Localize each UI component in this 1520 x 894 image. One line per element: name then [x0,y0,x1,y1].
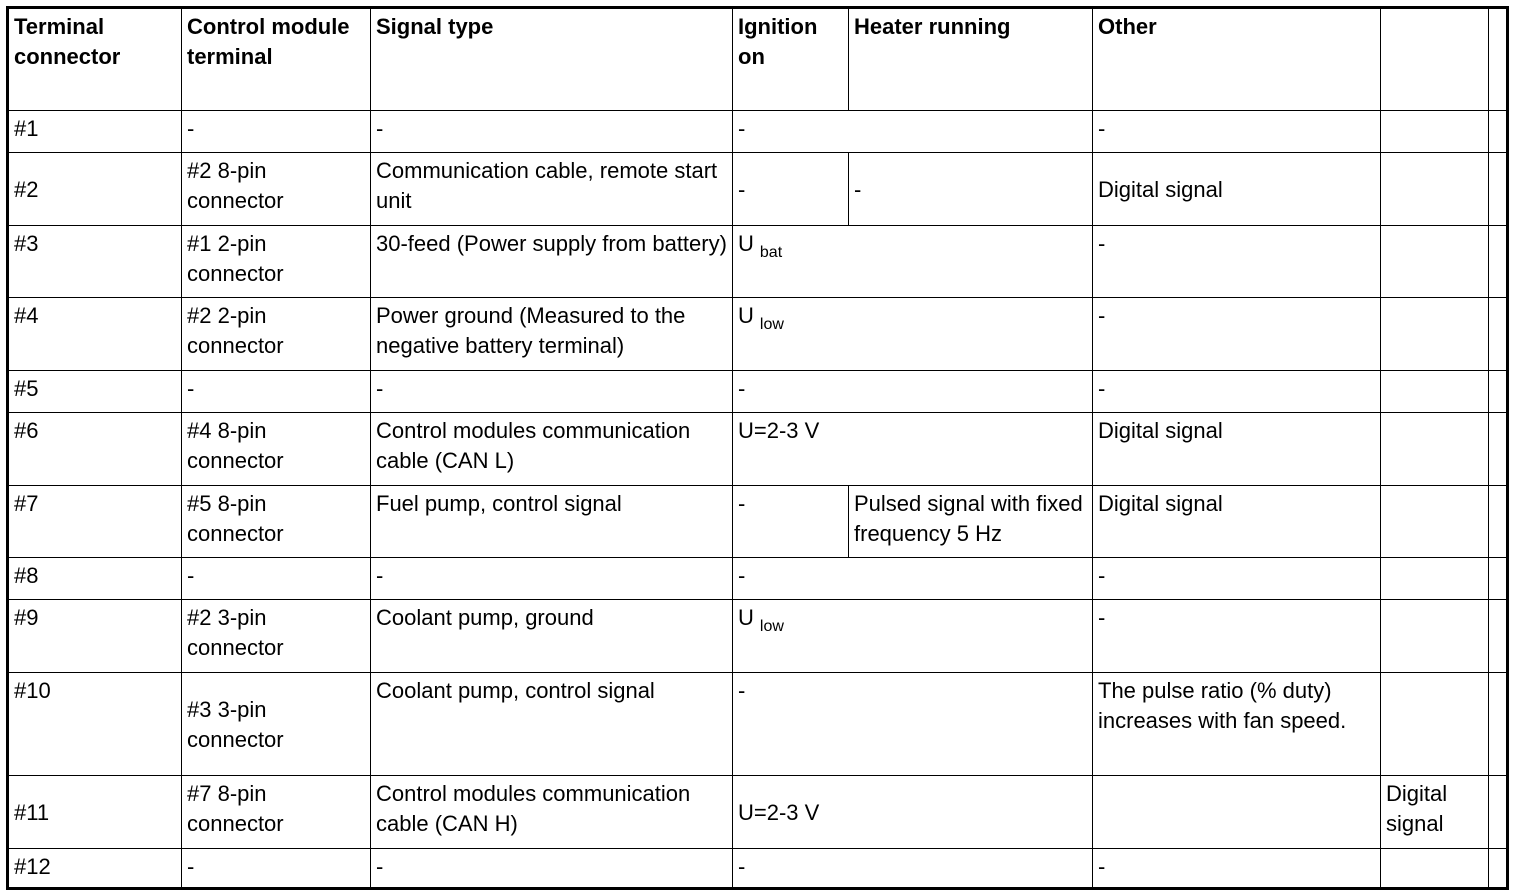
cell-edge-blank [1489,371,1508,413]
table-row [8,600,1508,673]
header-blank [1381,8,1489,111]
cell-other: Digital signal [1093,413,1381,486]
cell-signal: Fuel pump, control signal [371,486,733,558]
cell-heater: Pulsed signal with fixed frequency 5 Hz [849,486,1093,558]
cell-module: #2 3-pin connector [182,600,371,673]
header-other: Other [1093,8,1381,111]
cell-terminal: #8 [8,558,182,600]
cell-edge-blank [1489,413,1508,486]
cell-edge-blank [1489,486,1508,558]
cell-blank [1381,371,1489,413]
cell-other: - [1093,371,1381,413]
cell-edge-blank [1489,849,1508,889]
cell-signal: Power ground (Measured to the negative battery terminal) [371,298,733,371]
cell-signal: Control modules communication cable (CAN L) [371,413,733,486]
cell-ignition-heater: - [733,558,1093,600]
voltage-symbol: U [738,231,754,256]
cell-module: - [182,371,371,413]
voltage-subscript: low [759,618,784,635]
header-row [8,8,1508,111]
cell-edge-blank [1489,558,1508,600]
cell-blank [1381,558,1489,600]
cell-module: - [182,849,371,889]
header-heater-running: Heater running [849,8,1093,111]
table-row [8,111,1508,153]
cell-other: The pulse ratio (% duty) increases with fan speed. [1093,673,1381,776]
cell-edge-blank [1489,298,1508,371]
cell-blank [1381,600,1489,673]
cell-extra: Digital signal [1381,776,1489,849]
cell-terminal: #7 [8,486,182,558]
cell-terminal: #2 [8,153,182,226]
cell-module: #3 3-pin connector [182,673,371,776]
header-signal-type: Signal type [371,8,733,111]
cell-blank [1381,153,1489,226]
cell-ignition: - [733,486,849,558]
table-row [8,226,1508,298]
cell-signal: Coolant pump, control signal [371,673,733,776]
header-edge-blank [1489,8,1508,111]
header-ignition-on: Ignition on [733,8,849,111]
cell-module: #5 8-pin connector [182,486,371,558]
cell-heater: - [849,153,1093,226]
cell-module: #4 8-pin connector [182,413,371,486]
cell-edge-blank [1489,776,1508,849]
cell-ignition-heater [733,226,1093,298]
cell-other: - [1093,226,1381,298]
table-row [8,486,1508,558]
cell-other: - [1093,298,1381,371]
header-terminal-connector: Terminal connector [8,8,182,111]
cell-terminal: #11 [8,776,182,849]
cell-blank [1381,298,1489,371]
cell-other: Digital signal [1093,153,1381,226]
cell-ignition-heater: U=2-3 V [733,413,1093,486]
voltage-symbol: U [738,303,754,328]
table-row [8,298,1508,371]
cell-blank [1381,673,1489,776]
cell-ignition-heater [733,600,1093,673]
cell-module: #1 2-pin connector [182,226,371,298]
cell-signal: Communication cable, remote start unit [371,153,733,226]
table-row [8,849,1508,889]
cell-ignition-heater: - [733,849,1093,889]
cell-terminal: #1 [8,111,182,153]
cell-signal: - [371,849,733,889]
cell-module: #2 8-pin connector [182,153,371,226]
cell-signal: - [371,371,733,413]
cell-other: - [1093,600,1381,673]
cell-blank [1381,849,1489,889]
header-control-module-terminal: Control module terminal [182,8,371,111]
cell-edge-blank [1489,673,1508,776]
cell-terminal: #6 [8,413,182,486]
cell-signal: Control modules communication cable (CAN H) [371,776,733,849]
cell-other: - [1093,558,1381,600]
cell-ignition: - [733,153,849,226]
voltage-subscript: bat [759,244,783,261]
table-row [8,153,1508,226]
cell-blank [1381,413,1489,486]
cell-ignition-heater: - [733,111,1093,153]
cell-signal: - [371,111,733,153]
voltage-subscript: low [759,316,784,333]
cell-edge-blank [1489,226,1508,298]
cell-module: - [182,558,371,600]
table-row [8,371,1508,413]
table-row [8,413,1508,486]
cell-blank [1381,226,1489,298]
cell-ignition-heater: U=2-3 V [733,776,1093,849]
cell-ignition-heater: - [733,371,1093,413]
cell-other: - [1093,849,1381,889]
cell-terminal: #10 [8,673,182,776]
cell-edge-blank [1489,111,1508,153]
cell-other: Digital signal [1093,486,1381,558]
cell-signal: 30-feed (Power supply from battery) [371,226,733,298]
cell-edge-blank [1489,600,1508,673]
cell-module: #2 2-pin connector [182,298,371,371]
terminal-signal-table [6,6,1509,890]
cell-ignition-heater: - [733,673,1093,776]
cell-signal: Coolant pump, ground [371,600,733,673]
table-row [8,673,1508,776]
cell-edge-blank [1489,153,1508,226]
cell-other: - [1093,111,1381,153]
cell-terminal: #12 [8,849,182,889]
cell-terminal: #9 [8,600,182,673]
cell-terminal: #4 [8,298,182,371]
cell-signal: - [371,558,733,600]
cell-blank [1381,486,1489,558]
cell-terminal: #3 [8,226,182,298]
cell-ignition-heater [733,298,1093,371]
cell-module: - [182,111,371,153]
table-row [8,558,1508,600]
cell-blank [1381,111,1489,153]
cell-terminal: #5 [8,371,182,413]
cell-module: #7 8-pin connector [182,776,371,849]
table-row [8,776,1508,849]
cell-other [1093,776,1381,849]
voltage-symbol: U [738,605,754,630]
